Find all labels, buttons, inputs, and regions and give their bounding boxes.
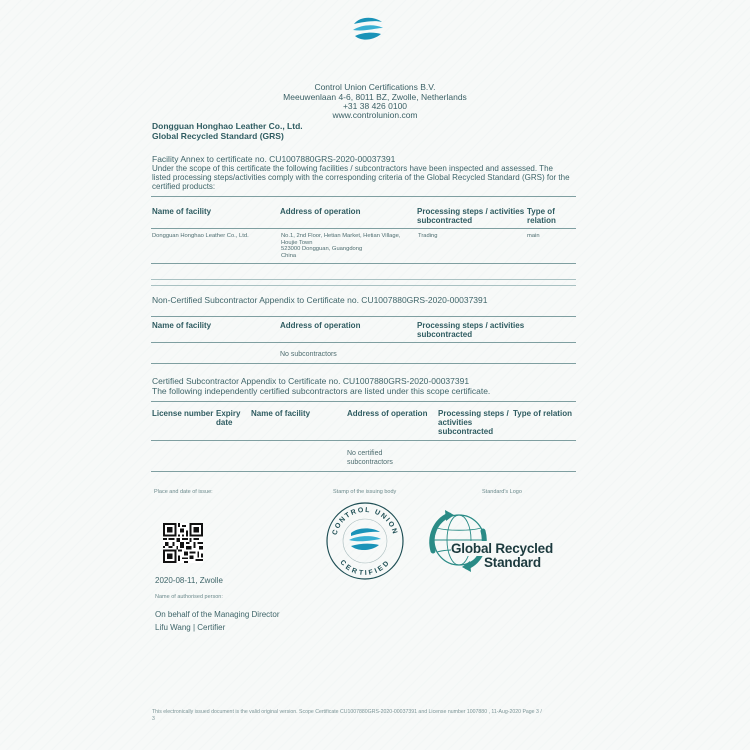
intro-line: certified products: [152,182,216,191]
place-date-value: 2020-08-11, Zwolle [155,576,223,585]
facility-annex-title: Facility Annex to certificate no. CU1007880GRS-2020-00037391 [152,154,396,164]
col-header-address: Address of operation [280,321,361,330]
table-rule [151,401,576,402]
address-line: Houjie Town [281,239,313,246]
grs-globe-icon [427,507,487,573]
no-certified-subcontractors-text: No certified subcontractors [347,450,393,466]
control-union-certified-stamp-icon [324,500,406,582]
on-behalf-text: On behalf of the Managing Director [155,610,280,619]
table-rule [151,471,576,472]
table-rule [151,263,576,264]
table-rule [151,363,576,364]
table-rule [151,228,576,229]
control-union-logo-icon [350,14,386,44]
col-header-relation: Type of relation [527,207,556,225]
standard-logo-label: Standard's Logo [482,489,522,495]
facility-processing-cell: Trading [418,233,438,239]
col-header-processing: Processing steps / activities subcontracted [438,409,509,436]
facility-annex-intro [152,164,582,191]
table-rule [151,316,576,317]
certified-subtitle: The following independently certified subcontractors are listed under this scope certificate. [152,386,491,396]
facility-name-cell: Dongguan Honghao Leather Co., Ltd. [152,233,249,239]
address-line: China [281,252,297,259]
issuer-name: Control Union Certifications B.V. [314,82,436,92]
facility-relation-cell: main [527,233,540,239]
certified-title: Certified Subcontractor Appendix to Certificate no. CU1007880GRS-2020-00037391 [152,376,470,386]
table-rule [151,285,576,286]
intro-line: listed processing steps/activities comply with the corresponding criteria of the Global Recycled Standard (GRS) for the [152,173,570,182]
table-rule [151,440,576,441]
col-header-expiry: Expiry date [216,409,241,427]
stamp-ring-bottom-text: CERTIFIED [338,559,392,578]
table-rule [151,342,576,343]
holder-standard: Global Recycled Standard (GRS) [152,131,284,141]
address-line: No.1, 2nd Floor, Hetian Market, Hetian Village, [281,233,401,239]
col-header-relation: Type of relation [513,409,572,418]
stamp-label: Stamp of the issuing body [333,489,397,495]
col-header-facility: Name of facility [152,321,212,330]
col-header-processing: Processing steps / activities subcontracted [417,321,525,339]
issuer-website: www.controlunion.com [332,110,418,120]
non-certified-title: Non-Certified Subcontractor Appendix to Certificate no. CU1007880GRS-2020-00037391 [152,295,488,305]
signer-name: Lifu Wang | Certifier [155,623,226,632]
address-line: 523000 Dongguan, Guangdong [281,246,363,253]
table-rule [151,279,576,280]
intro-line: Under the scope of this certificate the following facilities / subcontractors have been inspected and assessed. The [152,164,553,173]
grs-logo-line2: Standard [484,555,541,570]
stamp-ring-top-text: CONTROL UNION [331,506,399,537]
disclaimer-text: This electronically issued document is the valid original version. Scope Certificate CU1007880GRS-2020-00037391 and License number 1007880 , 11-Aug-2020 Page 3 / [152,709,542,715]
place-date-label: Place and date of issue: [154,489,213,495]
col-header-facility: Name of facility [152,207,212,216]
grs-logo-line1: Global Recycled [451,541,554,556]
no-subcontractors-text: No subcontractors [280,351,337,358]
qr-code-icon [163,523,203,563]
col-header-license: License number [152,409,214,418]
authorised-person-label: Name of authorised person: [155,594,223,600]
col-header-address: Address of operation [280,207,361,216]
issuer-address: Meeuwenlaan 4-6, 8011 BZ, Zwolle, Netherlands [283,92,467,102]
issuer-phone: +31 38 426 0100 [342,101,408,111]
table-rule [151,196,576,197]
col-header-processing: Processing steps / activities subcontracted [417,207,525,225]
col-header-facility: Name of facility [251,409,311,418]
facility-address-cell [281,233,400,259]
holder-company: Dongguan Honghao Leather Co., Ltd. [152,121,303,131]
page-count-tail: 3 [152,716,155,722]
col-header-address: Address of operation [347,409,428,418]
